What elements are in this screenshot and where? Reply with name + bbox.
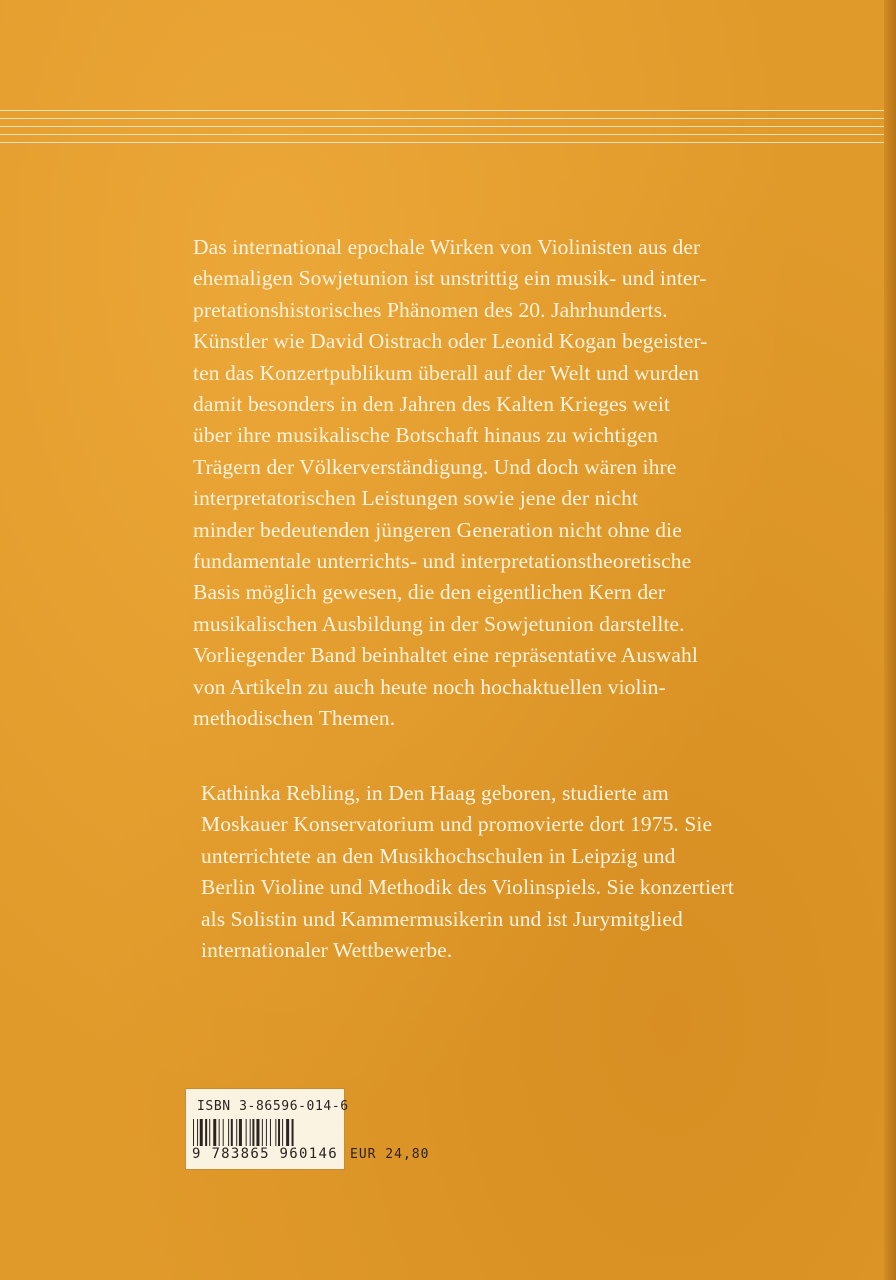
description-line: Das international epochale Wirken von Violinisten aus der: [193, 235, 701, 259]
description-line: ehemaligen Sowjetunion ist unstrittig ein musik- und inter-: [193, 266, 707, 291]
description-line: von Artikeln zu auch heute noch hochaktuellen violin-: [193, 674, 666, 699]
description-line: ten das Konzertpublikum überall auf der Welt und wurden: [193, 360, 700, 385]
bio-line: als Solistin und Kammermusikerin und ist Jurymitglied: [201, 906, 683, 931]
author-bio: [201, 778, 734, 966]
description-line: methodischen Themen.: [193, 706, 396, 731]
staff-lines-ornament: [0, 110, 884, 144]
description-line: damit besonders in den Jahren des Kalten Krieges weit: [193, 392, 670, 417]
description-line: Trägern der Völkerverständigung. Und doch wären ihre: [193, 454, 677, 479]
description-line: interpretatorischen Leistungen sowie jene der nicht: [193, 486, 639, 511]
bio-line: internationaler Wettbewerbe.: [201, 938, 453, 963]
description-line: über ihre musikalische Botschaft hinaus zu wichtigen: [193, 423, 658, 448]
staff-line: [0, 118, 884, 119]
cover-edge: [884, 0, 896, 1280]
description-line: Künstler wie David Oistrach oder Leonid Kogan begeister-: [193, 329, 708, 354]
description-line: musikalischen Ausbildung in der Sowjetunion darstellte.: [193, 611, 685, 636]
description-line: minder bedeutenden jüngeren Generation nicht ohne die: [193, 517, 682, 542]
bio-line: unterrichtete an den Musikhochschulen in Leipzig und: [201, 843, 676, 868]
staff-line: [0, 110, 884, 111]
description-line: pretationshistorisches Phänomen des 20. Jahrhunderts.: [193, 297, 668, 322]
staff-line: [0, 142, 884, 143]
book-description: [193, 232, 707, 735]
bio-line: Berlin Violine und Methodik des Violinspiels. Sie konzertiert: [201, 875, 734, 900]
description-line: Basis möglich gewesen, die den eigentlichen Kern der: [193, 580, 666, 605]
staff-line: [0, 134, 884, 135]
ean-number: 9 783865 960146: [192, 1146, 338, 1162]
staff-line: [0, 126, 884, 127]
price-label: EUR 24,80: [350, 1147, 430, 1162]
description-line: Vorliegender Band beinhaltet eine repräsentative Auswahl: [193, 643, 698, 668]
description-line: fundamentale unterrichts- und interpretationstheoretische: [193, 549, 692, 574]
isbn-number: ISBN 3-86596-014-6: [197, 1099, 349, 1114]
bio-line: Kathinka Rebling, in Den Haag geboren, studierte am: [201, 781, 669, 805]
bio-line: Moskauer Konservatorium und promovierte dort 1975. Sie: [201, 812, 713, 837]
